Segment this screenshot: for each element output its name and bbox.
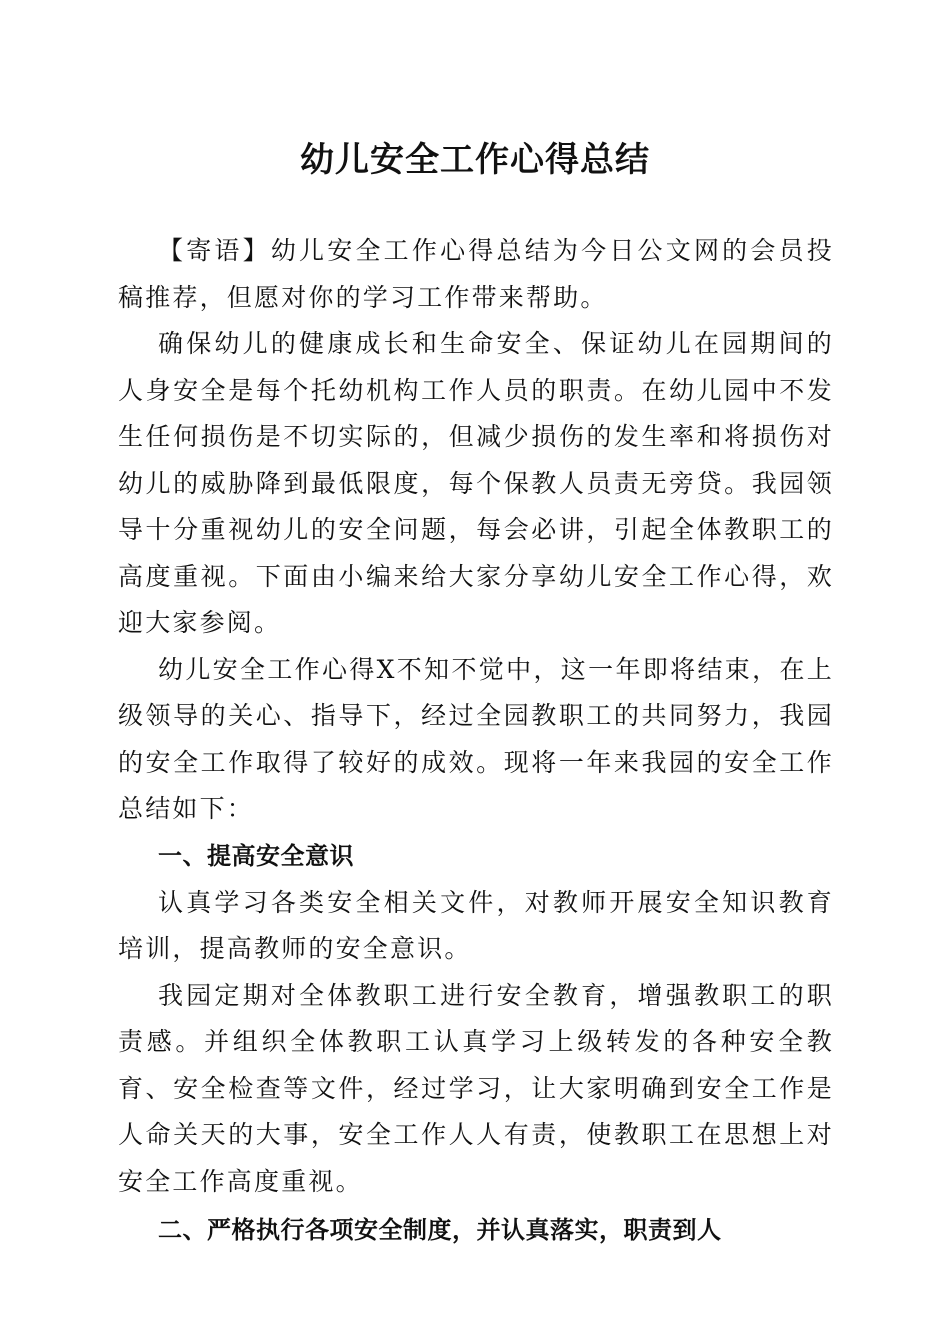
section1-paragraph-1: 认真学习各类安全相关文件，对教师开展安全知识教育培训，提高教师的安全意识。: [118, 887, 834, 963]
background-paragraph: 确保幼儿的健康成长和生命安全、保证幼儿在园期间的人身安全是每个托幼机构工作人员的职责。在幼儿园中不发生任何损伤是不切实际的，但减少损伤的发生率和将损伤对幼儿的威胁降到最低限度，每个保教人员责无旁贷。我园领导十分重视幼儿的安全问题，每会必讲，引起全体教职工的高度重视。下面由小编来给大家分享幼儿安全工作心得，欢迎大家参阅。: [118, 329, 834, 637]
section1-paragraph-2: 我园定期对全体教职工进行安全教育，增强教职工的职责感。并组织全体教职工认真学习上级转发的各种安全教育、安全检查等文件，经过学习，让大家明确到安全工作是人命关天的大事，安全工作人人有责，使教职工在思想上对安全工作高度重视。: [118, 980, 834, 1196]
section-heading-1: 一、提高安全意识: [158, 841, 354, 870]
section-heading-2: 二、严格执行各项安全制度，并认真落实，职责到人: [158, 1216, 722, 1244]
summary-intro-paragraph: 幼儿安全工作心得X不知不觉中，这一年即将结束，在上级领导的关心、指导下，经过全园教职工的共同努力，我园的安全工作取得了较好的成效。现将一年来我园的安全工作总结如下：: [118, 654, 834, 823]
document-body: [118, 228, 834, 1254]
intro-paragraph: 【寄语】幼儿安全工作心得总结为今日公文网的会员投稿推荐，但愿对你的学习工作带来帮助。: [118, 236, 834, 312]
document-title: 幼儿安全工作心得总结: [300, 140, 650, 180]
